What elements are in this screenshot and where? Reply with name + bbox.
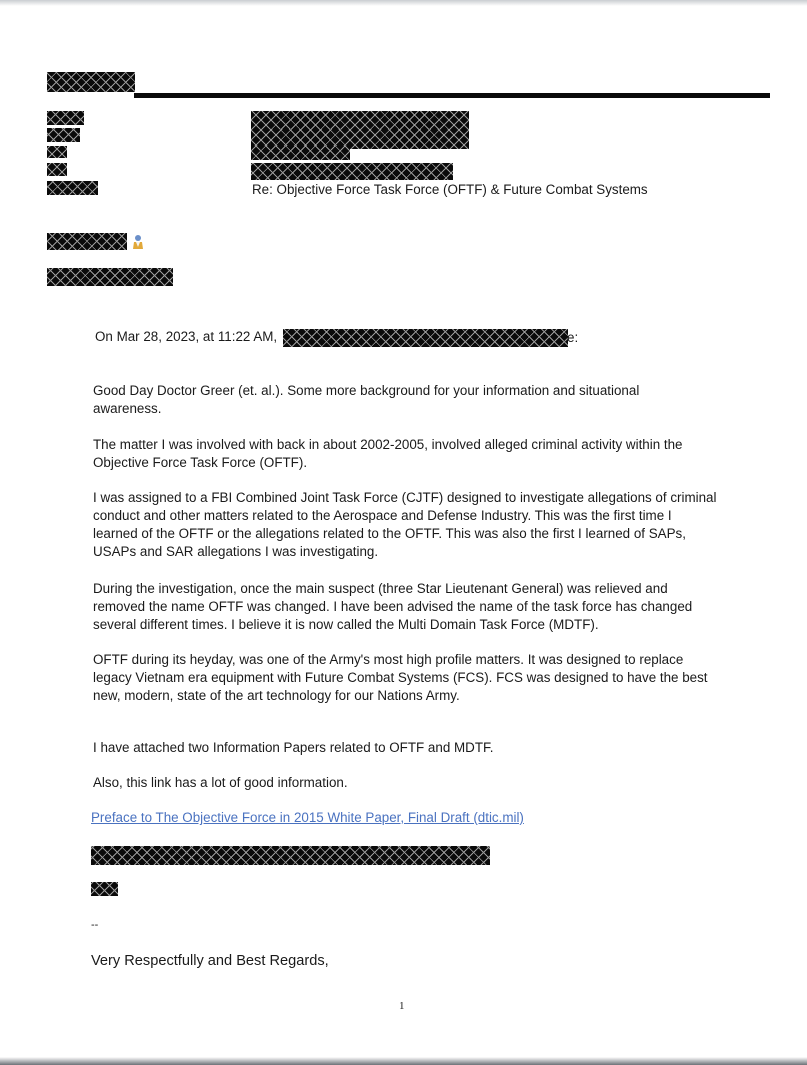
email-subject: Re: Objective Force Task Force (OFTF) & Future Combat Systems	[252, 182, 648, 197]
redacted-field-label-sent	[47, 128, 80, 142]
body-paragraph-1	[93, 382, 713, 418]
redacted-signature-initials	[91, 882, 118, 896]
redacted-sender-name	[47, 72, 135, 92]
quote-intro-suffix: e:	[567, 330, 579, 345]
quote-intro-text: On Mar 28, 2023, at 11:22 AM,	[95, 329, 278, 344]
redacted-to-value	[251, 146, 350, 160]
paragraph-line: I have attached two Information Papers related to OFTF and MDTF.	[93, 740, 494, 755]
paragraph-line: The matter I was involved with back in about 2002-2005, involved alleged criminal activity within the	[93, 437, 683, 452]
person-icon	[132, 234, 144, 250]
redacted-signature-block	[91, 846, 490, 865]
page-edge-bottom	[0, 1057, 807, 1065]
redacted-from-value	[251, 111, 469, 129]
redacted-quoted-sender	[283, 329, 568, 347]
paragraph-line: USAPs and SAR allegations I was investigating.	[93, 544, 379, 559]
body-paragraph-5	[93, 651, 713, 705]
body-paragraph-6	[93, 739, 713, 757]
paragraph-line: learned of the OFTF or the allegations related to the OFTF. This was also the first I learned of SAPs,	[93, 526, 686, 541]
page-number: 1	[399, 1000, 405, 1012]
closing-signoff: Very Respectfully and Best Regards,	[91, 953, 329, 969]
paragraph-line: OFTF during its heyday, was one of the Army's most high profile matters. It was designed to replace	[93, 652, 684, 667]
redacted-field-label-subject	[47, 181, 98, 195]
body-paragraph-4	[93, 580, 713, 634]
white-paper-link[interactable]: Preface to The Objective Force in 2015 White Paper, Final Draft (dtic.mil)	[91, 810, 524, 825]
paragraph-line: Also, this link has a lot of good information.	[93, 775, 348, 790]
paragraph-line: several different times. I believe it is now called the Multi Domain Task Force (MDTF).	[93, 617, 599, 632]
paragraph-line: legacy Vietnam era equipment with Future Combat Systems (FCS). FCS was designed to have the best	[93, 670, 708, 685]
redacted-field-label-to	[47, 146, 67, 158]
paragraph-line: new, modern, state of the art technology for our Nations Army.	[93, 688, 460, 703]
paragraph-line: Good Day Doctor Greer (et. al.). Some more background for your information and situational	[93, 383, 640, 398]
paragraph-line: During the investigation, once the main suspect (three Star Lieutenant General) was relieved and	[93, 581, 668, 596]
redacted-field-label-cc	[47, 163, 67, 176]
signature-separator: --	[91, 919, 99, 931]
paragraph-line: Objective Force Task Force (OFTF).	[93, 455, 308, 470]
redacted-reply-sent-line	[47, 268, 173, 286]
paragraph-line: conduct and other matters related to the Aerospace and Defense Industry. This was the first time I	[93, 508, 672, 523]
paragraph-line: awareness.	[93, 401, 162, 416]
redacted-cc-value	[251, 163, 453, 180]
header-rule	[134, 93, 770, 98]
quote-intro	[95, 328, 277, 346]
redacted-field-label-from	[47, 111, 84, 125]
paragraph-line: I was assigned to a FBI Combined Joint Task Force (CJTF) designed to investigate allegations of criminal	[93, 490, 717, 505]
page-edge-top	[0, 0, 807, 6]
body-paragraph-3	[93, 489, 717, 561]
body-paragraph-2	[93, 436, 713, 472]
paragraph-line: removed the name OFTF was changed. I have been advised the name of the task force has changed	[93, 599, 693, 614]
redacted-reply-sender	[47, 233, 127, 250]
body-paragraph-7	[93, 774, 713, 792]
